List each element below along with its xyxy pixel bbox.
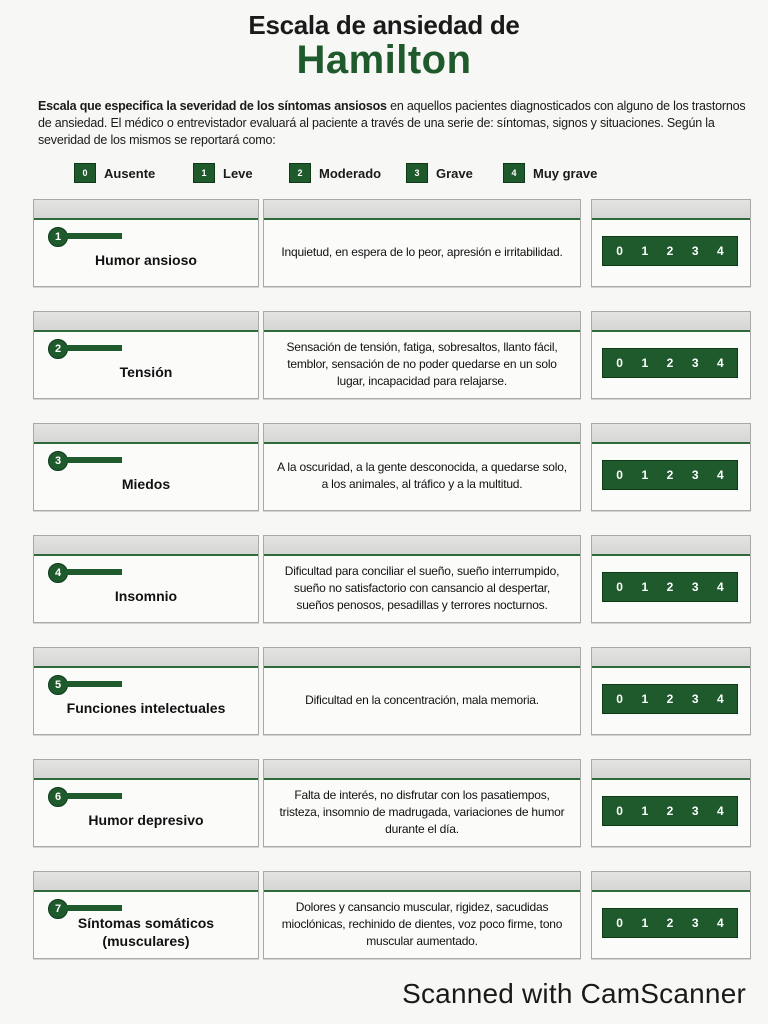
- score-option[interactable]: 2: [666, 580, 674, 594]
- item-number: 3: [48, 451, 68, 471]
- legend-label: Moderado: [319, 165, 382, 181]
- score-option[interactable]: 3: [691, 580, 699, 594]
- item-description: Falta de interés, no disfrutar con los pasatiempos, tristeza, insomnio de madrugada, variaciones de humor durante el día.: [279, 787, 565, 836]
- item-name-box: [33, 759, 259, 847]
- item-description-box: [263, 423, 581, 511]
- score-option[interactable]: 3: [691, 692, 699, 706]
- item-name: Tensión: [119, 364, 173, 380]
- legend-label: Grave: [436, 165, 473, 181]
- legend-label: Leve: [223, 165, 253, 181]
- item-score-box: [591, 647, 751, 735]
- score-option[interactable]: 1: [641, 804, 649, 818]
- item-row-7: [0, 871, 768, 961]
- score-option[interactable]: 1: [641, 580, 649, 594]
- legend-item: [406, 163, 473, 183]
- item-name: Síntomas somáticos (musculares): [77, 915, 215, 949]
- item-row-1: [0, 199, 768, 289]
- item-description: Dificultad en la concentración, mala memoria.: [305, 692, 539, 707]
- score-selector: [602, 796, 738, 826]
- item-score-box: [591, 535, 751, 623]
- score-option[interactable]: 2: [666, 804, 674, 818]
- item-description: Inquietud, en espera de lo peor, apresión e irritabilidad.: [281, 244, 563, 259]
- item-description: A la oscuridad, a la gente desconocida, a quedarse solo, a los animales, al tráfico y a la multitud.: [277, 460, 567, 491]
- item-row-4: [0, 535, 768, 625]
- item-description-box: [263, 311, 581, 399]
- score-option[interactable]: 2: [666, 356, 674, 370]
- score-option[interactable]: 1: [641, 916, 649, 930]
- item-description-box: [263, 199, 581, 287]
- score-option[interactable]: 4: [717, 244, 724, 258]
- score-option[interactable]: 4: [717, 804, 724, 818]
- score-option[interactable]: 1: [641, 356, 649, 370]
- legend-item: [193, 163, 253, 183]
- score-option[interactable]: 3: [691, 468, 699, 482]
- score-option[interactable]: 3: [691, 916, 699, 930]
- item-number: 6: [48, 787, 68, 807]
- score-option[interactable]: 0: [616, 916, 623, 930]
- score-option[interactable]: 4: [717, 692, 724, 706]
- title-line1: Escala de ansiedad de: [248, 10, 520, 40]
- legend-badge: 2: [289, 163, 311, 183]
- score-option[interactable]: 3: [691, 804, 699, 818]
- item-name: Humor depresivo: [88, 812, 204, 828]
- intro-paragraph: [38, 98, 750, 149]
- legend-badge: 4: [503, 163, 525, 183]
- score-option[interactable]: 2: [666, 916, 674, 930]
- item-description: Sensación de tensión, fatiga, sobresaltos, llanto fácil, temblor, sensación de no poder quedarse en un solo lugar, incapacidad para relajarse.: [286, 339, 558, 388]
- score-option[interactable]: 0: [616, 692, 623, 706]
- score-option[interactable]: 2: [666, 692, 674, 706]
- item-description-box: [263, 647, 581, 735]
- item-score-box: [591, 311, 751, 399]
- score-option[interactable]: 3: [691, 356, 699, 370]
- score-selector: [602, 684, 738, 714]
- score-option[interactable]: 0: [616, 356, 623, 370]
- score-selector: [602, 572, 738, 602]
- item-description: Dolores y cansancio muscular, rigidez, sacudidas mioclónicas, rechinido de dientes, voz poco firme, tono muscular aumentado.: [281, 899, 563, 948]
- item-score-box: [591, 759, 751, 847]
- legend-item: [289, 163, 381, 183]
- title-line2: Hamilton: [296, 38, 472, 82]
- score-option[interactable]: 0: [616, 468, 623, 482]
- intro-bold: Escala que especifica la severidad de los síntomas ansiosos: [38, 99, 387, 113]
- item-row-6: [0, 759, 768, 849]
- score-option[interactable]: 1: [641, 692, 649, 706]
- score-option[interactable]: 2: [666, 468, 674, 482]
- item-number: 7: [48, 899, 68, 919]
- score-option[interactable]: 4: [717, 580, 724, 594]
- item-row-3: [0, 423, 768, 513]
- score-option[interactable]: 0: [616, 580, 623, 594]
- item-number: 1: [48, 227, 68, 247]
- legend-badge: 3: [406, 163, 428, 183]
- item-name: Humor ansioso: [95, 252, 197, 268]
- score-selector: [602, 236, 738, 266]
- item-description-box: [263, 535, 581, 623]
- item-name-box: [33, 647, 259, 735]
- item-description-box: [263, 759, 581, 847]
- item-name-box: [33, 535, 259, 623]
- legend-badge: 0: [74, 163, 96, 183]
- score-option[interactable]: 0: [616, 244, 623, 258]
- intro-rest: en aquellos pacientes diagnosticados con alguno de los trastornos de ansiedad. El médico o entrevistador evaluará al paciente a través de una serie de: síntomas, signos y situaciones. Según la severidad de los mismos se reportará como:: [38, 99, 746, 147]
- item-description: Dificultad para conciliar el sueño, sueño interrumpido, sueño no satisfactorio con cansancio al despertar, sueños penosos, pesadillas y terrores nocturnos.: [284, 563, 560, 612]
- item-number: 4: [48, 563, 68, 583]
- item-name: Insomnio: [114, 588, 178, 604]
- severity-legend: [0, 163, 768, 185]
- item-name-box: [33, 423, 259, 511]
- item-score-box: [591, 199, 751, 287]
- item-row-2: [0, 311, 768, 401]
- legend-label: Muy grave: [533, 165, 598, 181]
- item-name: Miedos: [121, 476, 171, 492]
- legend-badge: 1: [193, 163, 215, 183]
- score-option[interactable]: 1: [641, 244, 649, 258]
- score-option[interactable]: 4: [717, 916, 724, 930]
- score-option[interactable]: 4: [717, 468, 724, 482]
- item-name-box: [33, 199, 259, 287]
- score-selector: [602, 908, 738, 938]
- score-option[interactable]: 1: [641, 468, 649, 482]
- score-option[interactable]: 4: [717, 356, 724, 370]
- item-number: 5: [48, 675, 68, 695]
- score-option[interactable]: 0: [616, 804, 623, 818]
- score-option[interactable]: 2: [666, 244, 674, 258]
- item-score-box: [591, 423, 751, 511]
- legend-item: [503, 163, 597, 183]
- item-name-box: [33, 311, 259, 399]
- score-option[interactable]: 3: [691, 244, 699, 258]
- score-selector: [602, 460, 738, 490]
- item-row-5: [0, 647, 768, 737]
- item-name: Funciones intelectuales: [66, 700, 226, 716]
- scanner-watermark: Scanned with CamScanner: [402, 978, 746, 1009]
- item-name-box: [33, 871, 259, 959]
- item-number: 2: [48, 339, 68, 359]
- item-description-box: [263, 871, 581, 959]
- score-selector: [602, 348, 738, 378]
- item-score-box: [591, 871, 751, 959]
- legend-label: Ausente: [104, 165, 156, 181]
- legend-item: [74, 163, 155, 183]
